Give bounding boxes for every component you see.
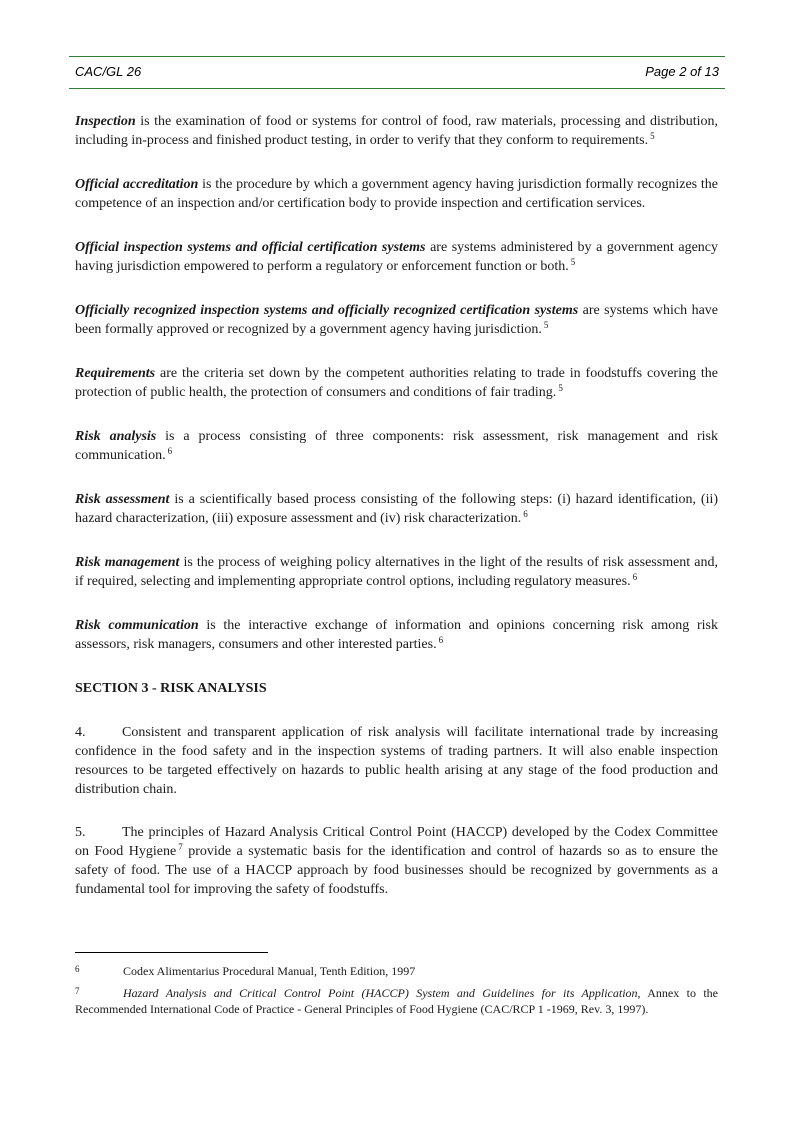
footnote-ref: 7 <box>178 842 183 852</box>
footnote-separator <box>75 952 268 953</box>
definition-text: is the procedure by which a government agency having jurisdiction formally recognizes the competence of an inspection and/or certification body to provide inspection and certification services. <box>75 177 719 211</box>
footnote-ref: 6 <box>167 446 173 456</box>
footnote-7: 7 Hazard Analysis and Critical Control Point (HACCP) System and Guidelines for its Application, Annex to the Recommended International Code of Practice - General Principles of Food Hygiene (CAC/RCP 1 -1969, Rev. 3, 1997). <box>75 986 719 1016</box>
definition-term: Risk analysis <box>75 429 157 444</box>
definition-text: is the process of weighing policy alternatives in the light of the results of risk assessment and, if required, selecting and implementing appropriate control options, including regulatory measures. <box>75 555 718 589</box>
footnote-ref: 6 <box>523 509 528 519</box>
footnote-title: Hazard Analysis and Critical Control Point (HACCP) System and Guidelines for its Application <box>123 986 638 1000</box>
definition-text: is the examination of food or systems for control of food, raw materials, processing and distribution, including in-process and finished product testing, in order to verify that they conform to requirements. <box>75 114 718 148</box>
definition-term: Official inspection systems and official certification systems <box>75 240 426 255</box>
definition-text: are systems which have been formally approved or recognized by a government agency having jurisdiction. <box>75 303 718 337</box>
footnote-ref: 5 <box>650 131 655 141</box>
document-code: CAC/GL 26 <box>75 64 142 79</box>
section-heading: SECTION 3 - RISK ANALYSIS <box>75 681 267 696</box>
definition-risk-communication <box>75 616 718 654</box>
paragraph-text-continued: provide a systematic basis for the identification and control of hazards so as to ensure the safety of food. The use of a HACCP approach by food businesses should be recognized by governments as a fundamental tool for improving the safety of foodstuffs. <box>75 844 719 897</box>
footnote-ref: 5 <box>570 257 576 267</box>
definition-text: are systems administered by a government agency having jurisdiction empowered to perform a regulatory or enforcement function or both. <box>75 240 718 274</box>
definition-risk-assessment <box>75 490 718 528</box>
paragraph-number: 5. <box>75 825 86 840</box>
definition-term: Inspection <box>75 114 136 129</box>
definition-text: are the criteria set down by the competent authorities relating to trade in foodstuffs covering the protection of public health, the protection of consumers and conditions of fair trading. <box>75 366 718 400</box>
definition-text: is a scientifically based process consisting of the following steps: (i) hazard identification, (ii) hazard characterization, (iii) exposure assessment and (iv) risk characterization. <box>75 492 719 526</box>
definition-term: Risk communication <box>75 618 199 633</box>
definition-text: is the interactive exchange of information and opinions concerning risk among risk assessors, risk managers, consumers and other interested parties. <box>75 618 718 652</box>
definition-inspection <box>75 112 718 150</box>
footnote-ref: 6 <box>632 572 638 582</box>
footnote-ref: 6 <box>438 635 444 645</box>
definition-officially-recognized-systems <box>75 301 718 339</box>
footnote-6: 6 Codex Alimentarius Procedural Manual, Tenth Edition, 1997 <box>75 964 416 978</box>
definition-risk-analysis <box>75 427 718 465</box>
paragraph-number: 4. <box>75 725 86 740</box>
footnotes <box>75 963 718 1023</box>
paragraph-text: The principles of Hazard Analysis Critical Control Point (HACCP) developed by the Codex Committee on Food Hygiene <box>75 825 718 859</box>
page-number: Page 2 of 13 <box>645 64 719 79</box>
definition-official-inspection-systems <box>75 238 718 276</box>
main-content <box>75 112 718 923</box>
definition-term: Risk management <box>75 555 180 570</box>
definition-term: Requirements <box>75 366 156 381</box>
footnote-text: Codex Alimentarius Procedural Manual, Tenth Edition, 1997 <box>123 964 416 978</box>
footnote-ref: 5 <box>543 320 549 330</box>
paragraph-text: Consistent and transparent application of risk analysis will facilitate international trade by increasing confidence in the food safety and in the inspection systems of trading partners. It will also enable inspection resources to be targeted effectively on hazards to public health arising at any stage of the food production and distribution chain. <box>75 725 718 797</box>
paragraph-5 <box>75 823 718 899</box>
definition-term: Official accreditation <box>75 177 199 192</box>
definition-term: Risk assessment <box>75 492 170 507</box>
page-header <box>69 56 725 89</box>
definition-term: Officially recognized inspection systems and officially recognized certification systems <box>75 303 579 318</box>
definition-risk-management <box>75 553 718 591</box>
definition-requirements <box>75 364 718 402</box>
definition-official-accreditation <box>75 175 718 213</box>
footnote-text: , Annex to the Recommended International Code of Practice - General Principles of Food Hygiene (CAC/RCP 1 -1969, Rev. 3, 1997). <box>75 986 719 1016</box>
definition-text: is a process consisting of three components: risk assessment, risk management and risk communication. <box>75 429 718 463</box>
paragraph-4 <box>75 723 718 799</box>
footnote-ref: 5 <box>558 383 563 393</box>
